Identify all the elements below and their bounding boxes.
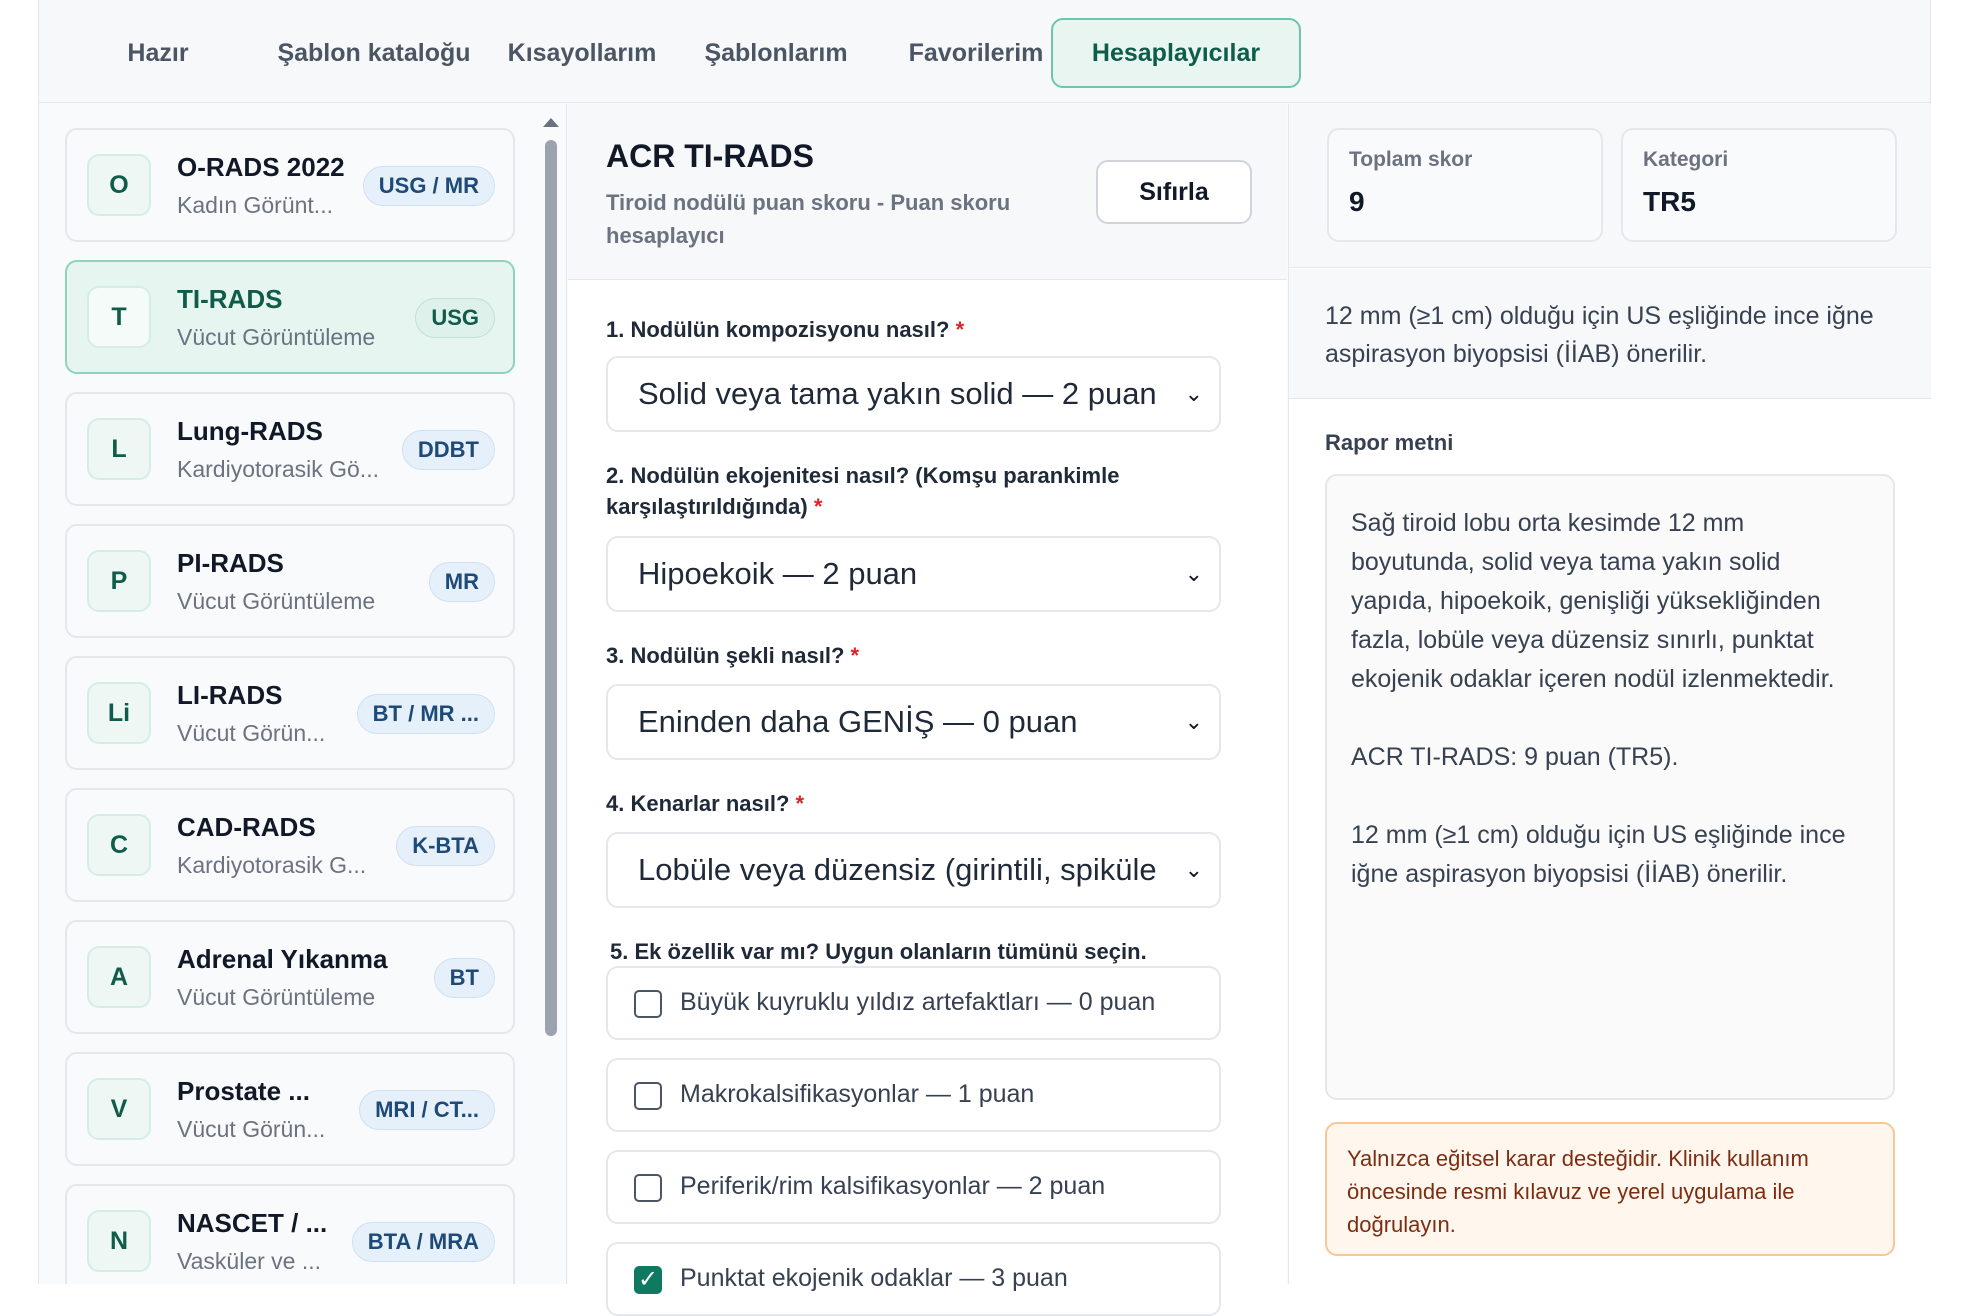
- category-card: [1621, 128, 1897, 242]
- calculator-subtitle: Kadın Görünt...: [177, 192, 333, 218]
- calculator-title: Adrenal Yıkanma: [177, 944, 388, 974]
- tab-my-shortcuts[interactable]: Kısayollarım: [507, 39, 657, 67]
- tab-my-templates[interactable]: Şablonlarım: [704, 39, 848, 67]
- calculator-list: [39, 104, 567, 1284]
- feature-punctate-foci[interactable]: [606, 1242, 1221, 1316]
- report-paragraph: ACR TI-RADS: 9 puan (TR5).: [1351, 743, 1679, 771]
- calculator-form-panel: [568, 104, 1287, 1293]
- calculator-header: [568, 104, 1287, 280]
- category-label: Kategori: [1643, 148, 1729, 171]
- calculator-title: PI-RADS: [177, 548, 284, 578]
- calculator-initial: P: [87, 550, 151, 612]
- feature-comet-tail[interactable]: [606, 966, 1221, 1040]
- calculator-subtitle: Vücut Görün...: [177, 720, 326, 746]
- tab-template-catalog[interactable]: Şablon kataloğu: [277, 39, 471, 67]
- calculator-initial: Li: [87, 682, 151, 744]
- calculator-title: TI-RADS: [177, 284, 283, 314]
- tab-ready-shortcuts[interactable]: Hazır: [127, 39, 189, 67]
- list-scrollbar[interactable]: [545, 140, 557, 1036]
- calculator-initial: C: [87, 814, 151, 876]
- calculator-title: Prostate ...: [177, 1076, 310, 1106]
- calculator-card-adrenal[interactable]: [65, 920, 515, 1034]
- feature-peripheral-calcification[interactable]: [606, 1150, 1221, 1224]
- tab-favorites[interactable]: Favorilerim: [908, 39, 1044, 67]
- total-score-card: [1327, 128, 1603, 242]
- calculator-initial: V: [87, 1078, 151, 1140]
- margin-select[interactable]: Lobüle veya düzensiz (girintili, spiküle ⌄: [606, 832, 1221, 908]
- calculator-subtitle: Vücut Görün...: [177, 1116, 326, 1142]
- calculator-card-pirads[interactable]: [65, 524, 515, 638]
- calculator-card-cadrads[interactable]: [65, 788, 515, 902]
- feature-label: Makrokalsifikasyonlar — 1 puan: [680, 1080, 1035, 1108]
- total-score-label: Toplam skor: [1349, 148, 1473, 171]
- app-window: [38, 0, 1931, 1293]
- feature-label: Büyük kuyruklu yıldız artefaktları — 0 puan: [680, 988, 1156, 1016]
- calculator-subtitle: Kardiyotorasik Gö...: [177, 456, 379, 482]
- disclaimer-notice: Yalnızca eğitsel karar desteğidir. Klinik kullanım öncesinde resmi kılavuz ve yerel uygulama ile doğrulayın.: [1325, 1122, 1895, 1256]
- calculator-title: NASCET / ...: [177, 1208, 328, 1238]
- calculator-title: O-RADS 2022: [177, 152, 345, 182]
- calculator-card-orads[interactable]: [65, 128, 515, 242]
- modality-badge: DDBT: [402, 430, 495, 470]
- modality-badge: BT: [434, 958, 495, 998]
- calculator-initial: A: [87, 946, 151, 1008]
- scroll-up-arrow-icon[interactable]: [543, 118, 559, 127]
- calculator-card-tirads[interactable]: [65, 260, 515, 374]
- feature-label: Periferik/rim kalsifikasyonlar — 2 puan: [680, 1172, 1106, 1200]
- score-summary: [1289, 104, 1931, 268]
- question-shape-label: 3. Nodülün şekli nasıl? *: [606, 643, 860, 668]
- total-score-value: 9: [1349, 186, 1365, 217]
- checkmark-icon[interactable]: ✓: [634, 1266, 662, 1294]
- report-paragraph: 12 mm (≥1 cm) olduğu için US eşliğinde ince iğne aspirasyon biyopsisi (İİAB) önerilir.: [1351, 821, 1846, 888]
- reset-button[interactable]: Sıfırla: [1096, 160, 1252, 224]
- modality-badge: USG: [415, 298, 495, 338]
- shape-select[interactable]: Eninden daha GENİŞ — 0 puan ⌄: [606, 684, 1221, 760]
- calculator-card-prostate[interactable]: [65, 1052, 515, 1166]
- tab-calculators[interactable]: Hesaplayıcılar: [1051, 18, 1301, 88]
- echogenicity-select[interactable]: Hipoekoik — 2 puan ⌄: [606, 536, 1221, 612]
- question-composition-label: 1. Nodülün kompozisyonu nasıl? *: [606, 317, 965, 342]
- calculator-subtitle: Vücut Görüntüleme: [177, 984, 376, 1010]
- report-textarea[interactable]: [1325, 474, 1895, 1100]
- calculator-card-nascet[interactable]: [65, 1184, 515, 1284]
- checkbox[interactable]: [634, 990, 662, 1018]
- checkbox[interactable]: [634, 1174, 662, 1202]
- calculator-initial: L: [87, 418, 151, 480]
- chevron-down-icon: ⌄: [1184, 857, 1203, 882]
- question-margin-label: 4. Kenarlar nasıl? *: [606, 791, 805, 816]
- calculator-subtitle: Vücut Görüntüleme: [177, 324, 376, 350]
- category-value: TR5: [1643, 186, 1696, 217]
- question-echogenicity-label: 2. Nodülün ekojenitesi nasıl? (Komşu parankimle karşılaştırıldığında) *: [606, 463, 1120, 519]
- question-features-label: 5. Ek özellik var mı? Uygun olanların tümünü seçin.: [610, 939, 1147, 964]
- calculator-heading: ACR TI-RADS: [606, 138, 814, 174]
- calculator-initial: N: [87, 1210, 151, 1272]
- feature-macrocalcification[interactable]: [606, 1058, 1221, 1132]
- calculator-description: Tiroid nodülü puan skoru - Puan skoru hesaplayıcı: [606, 190, 1011, 248]
- calculator-title: Lung-RADS: [177, 416, 323, 446]
- modality-badge: BTA / MRA: [352, 1222, 495, 1262]
- calculator-subtitle: Kardiyotorasik G...: [177, 852, 367, 878]
- chevron-down-icon: ⌄: [1184, 381, 1203, 406]
- modality-badge: MRI / CT...: [359, 1090, 495, 1130]
- calculator-subtitle: Vasküler ve ...: [177, 1248, 322, 1274]
- calculator-initial: O: [87, 154, 151, 216]
- composition-select[interactable]: Solid veya tama yakın solid — 2 puan ⌄: [606, 356, 1221, 432]
- results-panel: [1288, 104, 1931, 1284]
- checkbox[interactable]: [634, 1082, 662, 1110]
- modality-badge: MR: [429, 562, 495, 602]
- calculator-subtitle: Vücut Görüntüleme: [177, 588, 376, 614]
- calculator-initial: T: [87, 286, 151, 348]
- report-label: Rapor metni: [1325, 430, 1454, 455]
- calculator-card-lirads[interactable]: [65, 656, 515, 770]
- recommendation-text: 12 mm (≥1 cm) olduğu için US eşliğinde ince iğne aspirasyon biyopsisi (İİAB) önerilir.: [1289, 269, 1931, 399]
- chevron-down-icon: ⌄: [1184, 561, 1203, 586]
- modality-badge: K-BTA: [396, 826, 495, 866]
- chevron-down-icon: ⌄: [1184, 709, 1203, 734]
- calculator-card-lungrads[interactable]: [65, 392, 515, 506]
- modality-badge: USG / MR: [363, 166, 495, 206]
- calculator-title: CAD-RADS: [177, 812, 316, 842]
- report-paragraph: Sağ tiroid lobu orta kesimde 12 mm boyutunda, solid veya tama yakın solid yapıda, hipoekoik, genişliği yüksekliğinden fazla, lobüle veya düzensiz sınırlı, punktat ekojenik odaklar içeren nodül izlenmektedir.: [1351, 509, 1835, 693]
- modality-badge: BT / MR ...: [357, 694, 495, 734]
- top-tab-bar: [39, 0, 1930, 103]
- feature-label: Punktat ekojenik odaklar — 3 puan: [680, 1264, 1068, 1292]
- calculator-title: LI-RADS: [177, 680, 283, 710]
